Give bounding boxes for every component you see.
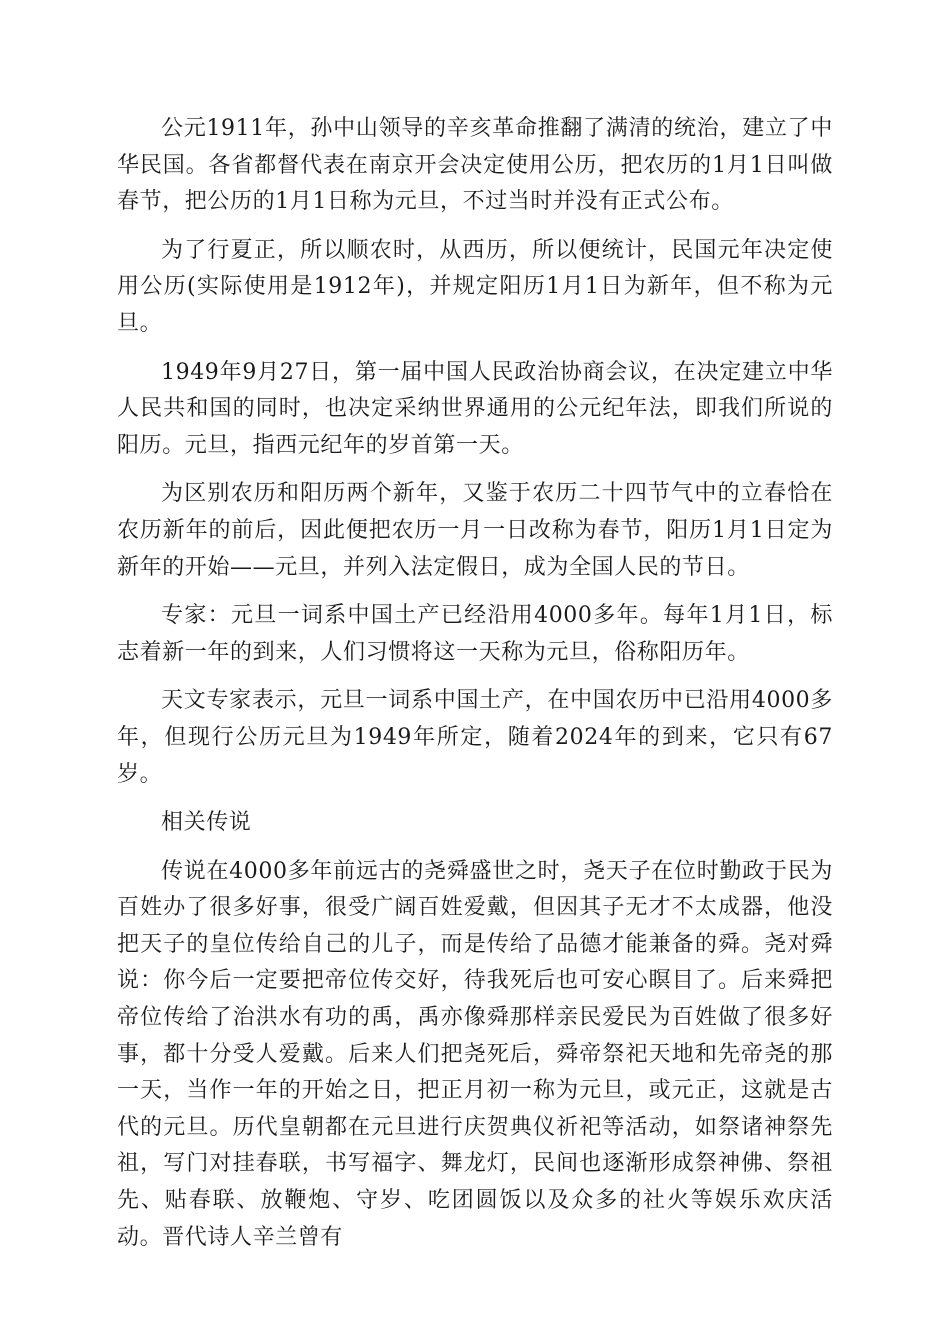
paragraph-yao-shun-legend: 传说在4000多年前远古的尧舜盛世之时，尧天子在位时勤政于民为百姓办了很多好事，很受广阔百姓爱戴，但因其子无才不太成器，他没把天子的皇位传给自己的儿子，而是传给了品德才能兼备的舜。尧对舜说：你今后一定要把帝位传交好，待我死后也可安心瞑目了。后来舜把帝位传给了治洪水有功的禹，禹亦像舜那样亲民爱民为百姓做了很多好事，都十分受人爱戴。后来人们把尧死后，舜帝祭祀天地和先帝尧的那一天，当作一年的开始之日，把正月初一称为元旦，或元正，这就是古代的元旦。历代皇朝都在元旦进行庆贺典仪祈祀等活动，如祭诸神祭先祖，写门对挂春联，书写福字、舞龙灯，民间也逐渐形成祭神佛、祭祖先、贴春联、放鞭炮、守岁、吃团圆饭以及众多的社火等娱乐欢庆活动。晋代诗人辛兰曾有	[117, 858, 833, 1250]
paragraph-xiazheng: 为了行夏正，所以顺农时，从西历，所以便统计，民国元年决定使用公历(实际使用是1912年)，并规定阳历1月1日为新年，但不称为元旦。	[117, 237, 833, 336]
paragraph-1911-revolution: 公元1911年，孙中山领导的辛亥革命推翻了满清的统治，建立了中华民国。各省都督代表在南京开会决定使用公历，把农历的1月1日叫做春节，把公历的1月1日称为元旦，不过当时并没有正式公布。	[117, 116, 833, 215]
paragraph-astronomy-expert: 天文专家表示，元旦一词系中国土产，在中国农历中已沿用4000多年，但现行公历元旦为1949年所定，随着2024年的到来，它只有67岁。	[117, 688, 833, 787]
document-body	[117, 111, 833, 1268]
paragraph-spring-festival: 为区别农历和阳历两个新年，又鉴于农历二十四节气中的立春恰在农历新年的前后，因此便把农历一月一日改称为春节，阳历1月1日定为新年的开始——元旦，并列入法定假日，成为全国人民的节日。	[117, 481, 833, 580]
paragraph-expert-4000-years: 专家：元旦一词系中国土产已经沿用4000多年。每年1月1日，标志着新一年的到来，人们习惯将这一天称为元旦，俗称阳历年。	[117, 603, 833, 665]
paragraph-1949-decision: 1949年9月27日，第一届中国人民政治协商会议，在决定建立中华人民共和国的同时，也决定采纳世界通用的公元纪年法，即我们所说的阳历。元旦，指西元纪年的岁首第一天。	[117, 359, 833, 458]
section-heading-legend: 相关传说	[161, 810, 252, 836]
